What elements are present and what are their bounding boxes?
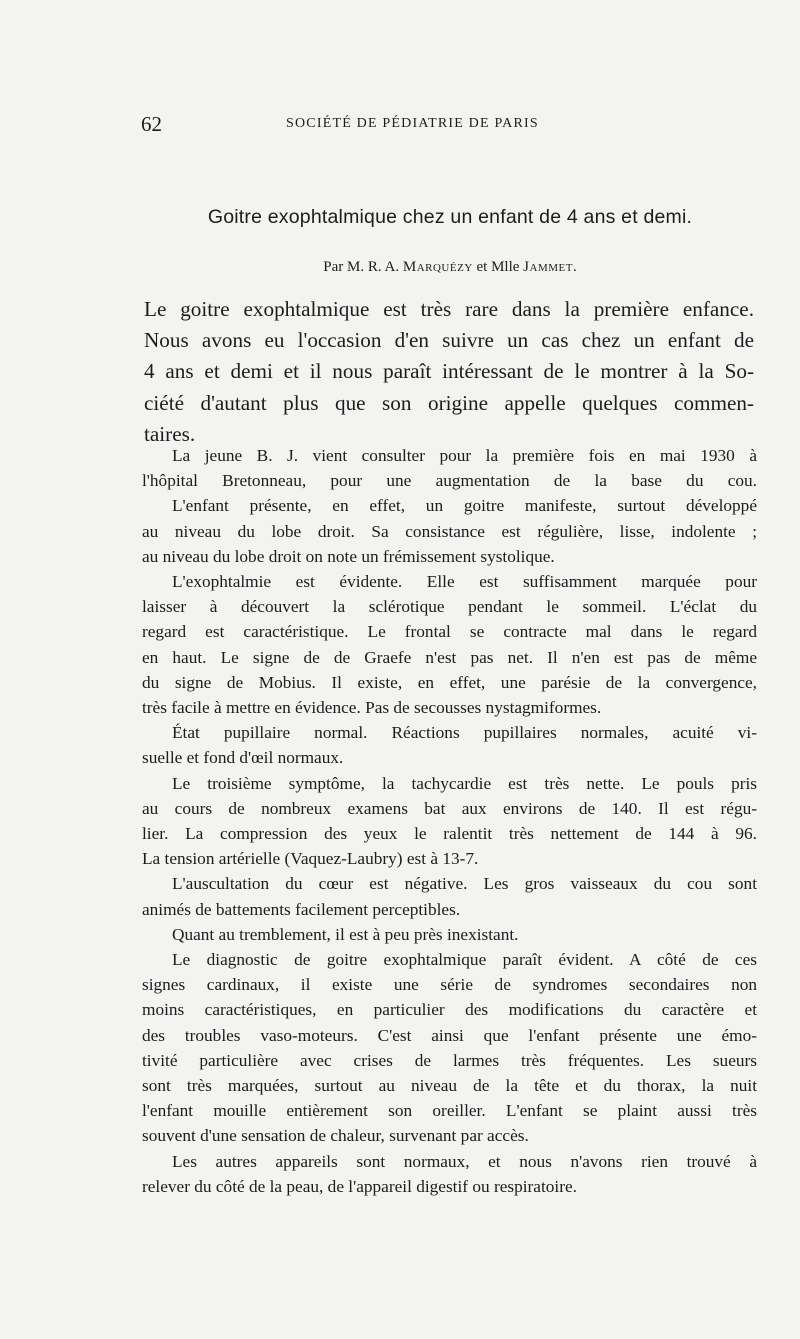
body-line: lier. La compression des yeux le ralentit très nettement de 144 à 96. [142, 824, 757, 844]
running-head: SOCIÉTÉ DE PÉDIATRIE DE PARIS [286, 116, 539, 131]
body-line: laisser à découvert la sclérotique pendant le sommeil. L'éclat du [142, 597, 757, 617]
body-line: sont très marquées, surtout au niveau de la tête et du thorax, la nuit [142, 1076, 757, 1096]
body-line: animés de battements facilement perceptibles. [142, 899, 461, 919]
body-line: souvent d'une sensation de chaleur, survenant par accès. [142, 1126, 529, 1146]
authors-mid: et Mlle [472, 259, 524, 275]
body-line: au niveau du lobe droit on note un frémissement systolique. [142, 546, 555, 566]
body-line: L'exophtalmie est évidente. Elle est suffisamment marquée pour [172, 572, 757, 592]
author-jammet: Jammet [523, 259, 573, 275]
body-line: l'hôpital Bretonneau, pour une augmentation de la base du cou. [142, 471, 757, 491]
body-line: Les autres appareils sont normaux, et nous n'avons rien trouvé à [172, 1151, 757, 1171]
body-line: Le diagnostic de goitre exophtalmique paraît évident. A côté de ces [172, 950, 757, 970]
body-line: au niveau du lobe droit. Sa consistance est régulière, lisse, indolente ; [142, 521, 757, 541]
body-line: Quant au tremblement, il est à peu près inexistant. [172, 924, 519, 944]
body-line: La tension artérielle (Vaquez-Laubry) est à 13-7. [142, 849, 479, 869]
body-line: l'enfant mouille entièrement son oreiller. L'enfant se plaint aussi très [142, 1101, 757, 1121]
page-header [141, 112, 740, 142]
body-line: très facile à mettre en évidence. Pas de secousses nystagmiformes. [142, 698, 602, 718]
author-marquezy: Marquézy [402, 259, 473, 275]
intro-line: Le goitre exophtalmique est très rare dans la première enfance. [144, 297, 754, 321]
authors-suffix: . [572, 259, 577, 275]
body-line: en haut. Le signe de de Graefe n'est pas net. Il n'en est pas de même [142, 647, 757, 667]
body-line: au cours de nombreux examens bat aux environs de 140. Il est régu- [142, 798, 757, 818]
case-report-body [142, 443, 757, 1199]
authors-prefix: Par M. R. A. [323, 259, 403, 275]
page-number: 62 [141, 112, 162, 136]
article-title: Goitre exophtalmique chez un enfant de 4 ans et demi. [207, 206, 693, 228]
body-line: suelle et fond d'œil normaux. [142, 748, 344, 768]
body-line: L'auscultation du cœur est négative. Les gros vaisseaux du cou sont [172, 874, 757, 894]
body-line: État pupillaire normal. Réactions pupillaires normales, acuité vi- [172, 723, 757, 743]
body-line: signes cardinaux, il existe une série de syndromes secondaires non [142, 975, 757, 995]
body-line: du signe de Mobius. Il existe, en effet, une parésie de la convergence, [142, 672, 757, 692]
body-line: des troubles vaso-moteurs. C'est ainsi que l'enfant présente une émo- [142, 1025, 757, 1045]
intro-paragraph [144, 294, 754, 450]
body-line: moins caractéristiques, en particulier des modifications du caractère et [142, 1000, 757, 1020]
body-line: regard est caractéristique. Le frontal se contracte mal dans le regard [142, 622, 757, 642]
intro-line: 4 ans et demi et il nous paraît intéressant de le montrer à la So- [144, 359, 754, 384]
intro-line: taires. [144, 421, 196, 446]
body-line: Le troisième symptôme, la tachycardie est très nette. Le pouls pris [172, 773, 757, 793]
body-line: L'enfant présente, en effet, un goitre manifeste, surtout développé [172, 496, 757, 516]
body-line: La jeune B. J. vient consulter pour la première fois en mai 1930 à [172, 446, 757, 465]
body-line: relever du côté de la peau, de l'appareil digestif ou respiratoire. [142, 1176, 577, 1196]
intro-line: ciété d'autant plus que son origine appelle quelques commen- [144, 390, 754, 415]
article-authors [140, 259, 760, 276]
body-line: tivité particulière avec crises de larmes très fréquentes. Les sueurs [142, 1050, 757, 1070]
intro-line: Nous avons eu l'occasion d'en suivre un cas chez un enfant de [144, 328, 754, 353]
